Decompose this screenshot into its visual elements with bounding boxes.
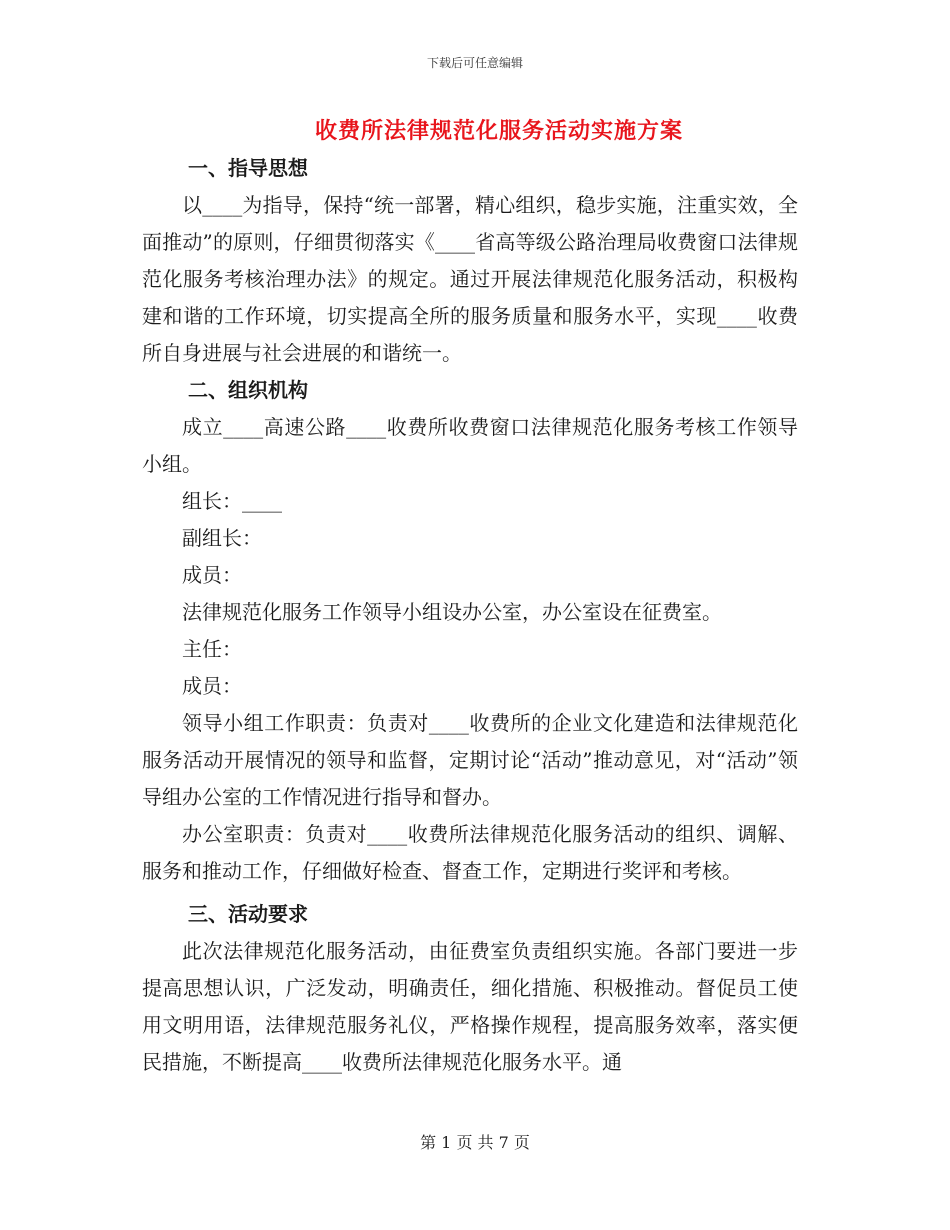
director-line: 主任： (182, 637, 242, 661)
section-heading-guiding-ideology: 一、指导思想 (188, 156, 308, 180)
section-paragraph: 成立____高速公路____收费所收费窗口法律规范化服务考核工作领导小组。 (142, 415, 798, 476)
section-paragraph: 领导小组工作职责：负责对____收费所的企业文化建造和法律规范化服务活动开展情况的领导和监督，定期讨论“活动”推动意见，对“活动”领导组办公室的工作情况进行指导和督办。 (142, 711, 798, 809)
members-line: 成员： (182, 563, 242, 587)
section-heading-organization: 二、组织机构 (188, 378, 308, 402)
page-number: 第 1 页 共 7 页 (420, 1133, 530, 1152)
section-paragraph: 法律规范化服务工作领导小组设办公室，办公室设在征费室。 (182, 600, 722, 624)
document-body (142, 150, 798, 1081)
deputy-leader-line: 副组长： (182, 526, 262, 550)
page-header-note: 下载后可任意编辑 (426, 56, 523, 70)
members-line: 成员： (182, 674, 242, 698)
section-paragraph: 办公室职责：负责对____收费所法律规范化服务活动的组织、调解、服务和推动工作，仔细做好检查、督查工作，定期进行奖评和考核。 (142, 822, 798, 883)
team-leader-line: 组长：____ (182, 489, 282, 513)
section-heading-activity-requirements: 三、活动要求 (188, 902, 308, 926)
section-paragraph: 此次法律规范化服务活动，由征费室负责组织实施。各部门要进一步提高思想认识，广泛发动，明确责任，细化措施、积极推动。督促员工使用文明用语，法律规范服务礼仪，严格操作规程，提高服务效率，落实便民措施，不断提高____收费所法律规范化服务水平。通 (142, 939, 798, 1074)
section-paragraph: 以____为指导，保持“统一部署，精心组织，稳步实施，注重实效，全面推动”的原则，仔细贯彻落实《____省高等级公路治理局收费窗口法律规范化服务考核治理办法》的规定。通过开展法律规范化服务活动，积极构建和谐的工作环境，切实提高全所的服务质量和服务水平，实现____收费所自身进展与社会进展的和谐统一。 (142, 193, 798, 365)
document-title: 收费所法律规范化服务活动实施方案 (314, 118, 683, 144)
